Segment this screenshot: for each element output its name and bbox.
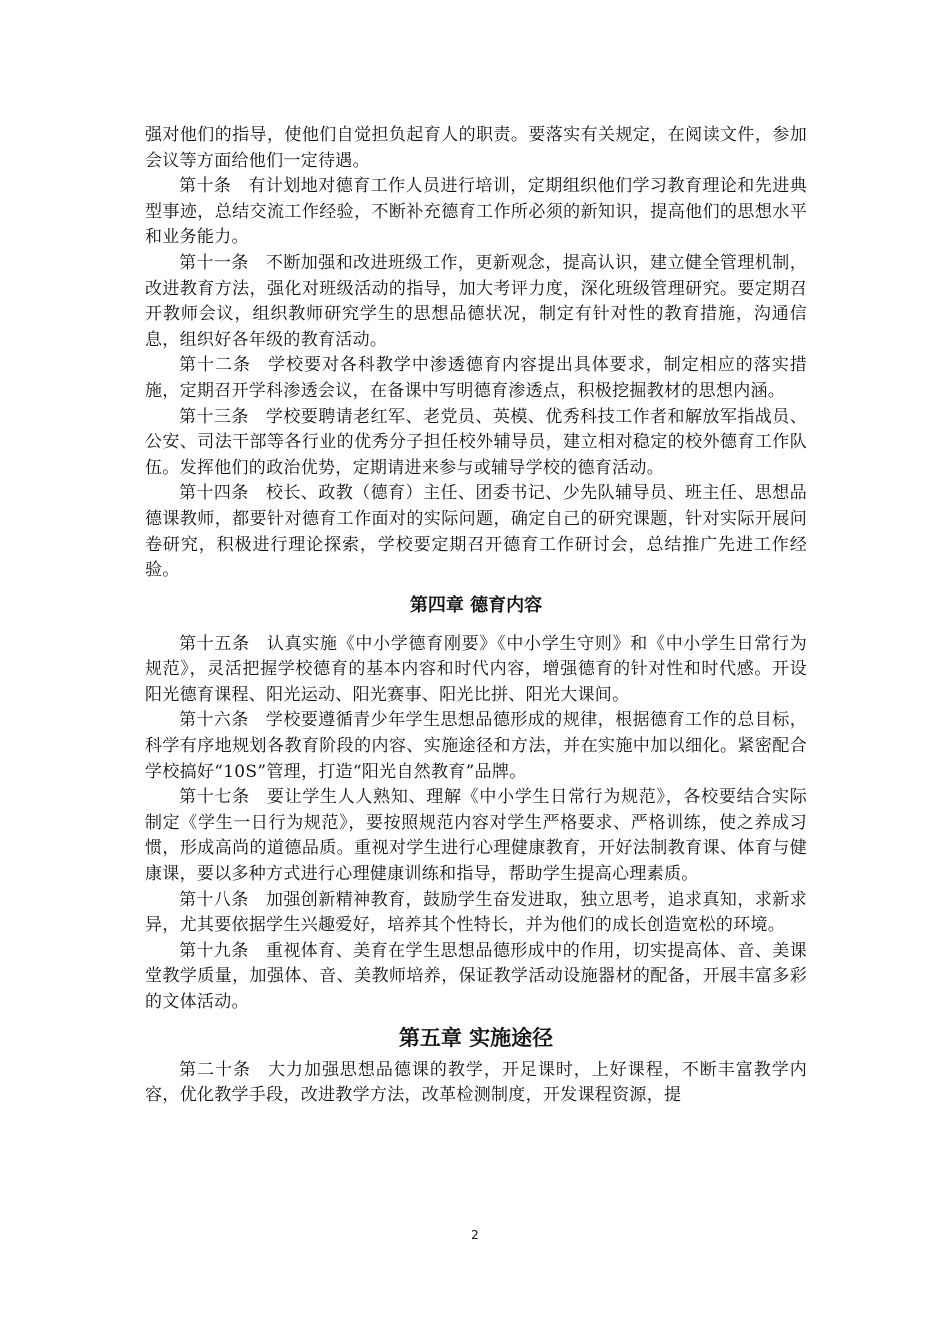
article-number: 第十三条: [179, 406, 249, 427]
article-18: [145, 888, 807, 939]
article-17: [145, 785, 807, 887]
chapter-5-heading: 第五章 实施途径: [398, 1025, 554, 1050]
paragraph-text: 强对他们的指导，使他们自觉担负起育人的职责。要落实有关规定，在阅读文件，参加会议等方面给他们一定待遇。: [145, 125, 807, 171]
article-number: 第十八条: [179, 889, 249, 910]
document-body: [145, 123, 807, 1109]
article-number: 第十九条: [179, 940, 249, 961]
article-text: 重视体育、美育在学生思想品德形成中的作用，切实提高体、音、美课堂教学质量，加强体、音、美教师培养，保证教学活动设施器材的配备，开展丰富多彩的文体活动。: [145, 940, 807, 1012]
page-number: 2: [471, 1228, 479, 1242]
article-14: [145, 481, 807, 583]
article-text: 加强创新精神教育，鼓励学生奋发进取，独立思考，追求真知，求新求异，尤其要依据学生兴趣爱好，培养其个性特长，并为他们的成长创造宽松的环境。: [145, 889, 807, 936]
article-number: 第十二条: [179, 355, 251, 376]
article-text: 学校要遵循青少年学生思想品德形成的规律，根据德育工作的总目标，科学有序地规划各教育阶段的内容、实施途径和方法，并在实施中加以细化。紧密配合学校搞好“10S”管理，打造“阳光自然教育”品牌。: [145, 710, 807, 782]
article-20: [145, 1058, 807, 1109]
article-text: 要让学生人人熟知、理解《中小学生日常行为规范》，各校要结合实际制定《学生一日行为规范》，要按照规范内容对学生严格要求、严格训练，使之养成习惯，形成高尚的道德品质。重视对学生进行心理健康教育，开好法制教育课、体育与健康课，要以多种方式进行心理健康训练和指导，帮助学生提高心理素质。: [145, 787, 807, 885]
article-15: [145, 632, 807, 709]
article-text: 大力加强思想品德课的教学，开足课时，上好课程，不断丰富教学内容，优化教学手段，改进教学方法，改革检测制度，开发课程资源，提: [145, 1059, 808, 1106]
article-number: 第十六条: [179, 710, 249, 731]
article-text: 学校要对各科教学中渗透德育内容提出具体要求，制定相应的落实措施，定期召开学科渗透会议，在备课中写明德育渗透点，积极挖掘教材的思想内涵。: [145, 355, 808, 401]
article-text: 认真实施《中小学德育刚要》《中小学生守则》和《中小学生日常行为规范》，灵活把握学校德育的基本内容和时代内容，增强德育的针对性和时代感。开设阳光德育课程、阳光运动、阳光赛事、阳光比拼、阳光大课间。: [145, 633, 807, 705]
article-number: 第十四条: [179, 483, 249, 504]
article-10: [145, 174, 807, 251]
article-16: [145, 708, 807, 785]
article-13: [145, 405, 807, 482]
article-19: [145, 939, 807, 1016]
article-text: 学校要聘请老红军、老党员、英模、优秀科技工作者和解放军指战员、公安、司法干部等各行业的优秀分子担任校外辅导员，建立相对稳定的校外德育工作队伍。发挥他们的政治优势，定期请进来参与或辅导学校的德育活动。: [145, 406, 807, 478]
article-number: 第十五条: [179, 633, 250, 654]
article-12: [145, 353, 807, 404]
article-number: 第十条: [179, 176, 232, 197]
article-number: 第十七条: [179, 787, 250, 808]
article-11: [145, 251, 807, 353]
article-text: 有计划地对德育工作人员进行培训，定期组织他们学习教育理论和先进典型事迹，总结交流工作经验，不断补充德育工作所必须的新知识，提高他们的思想水平和业务能力。: [145, 176, 807, 248]
article-text: 不断加强和改进班级工作，更新观念，提高认识，建立健全管理机制，改进教育方法，强化对班级活动的指导，加大考评力度，深化班级管理研究。要定期召开教师会议，组织教师研究学生的思想品德状况，制定有针对性的教育措施，沟通信息，组织好各年级的教育活动。: [145, 252, 807, 350]
article-text: 校长、政教（德育）主任、团委书记、少先队辅导员、班主任、思想品德课教师，都要针对德育工作面对的实际问题，确定自己的研究课题，针对实际开展问卷研究，积极进行理论探索，学校要定期召开德育工作研讨会，总结推广先进工作经验。: [145, 483, 807, 581]
chapter-4-heading: 第四章 德育内容: [409, 594, 543, 616]
article-number: 第十一条: [179, 252, 249, 273]
article-number: 第二十条: [179, 1059, 251, 1080]
paragraph: [145, 123, 807, 174]
